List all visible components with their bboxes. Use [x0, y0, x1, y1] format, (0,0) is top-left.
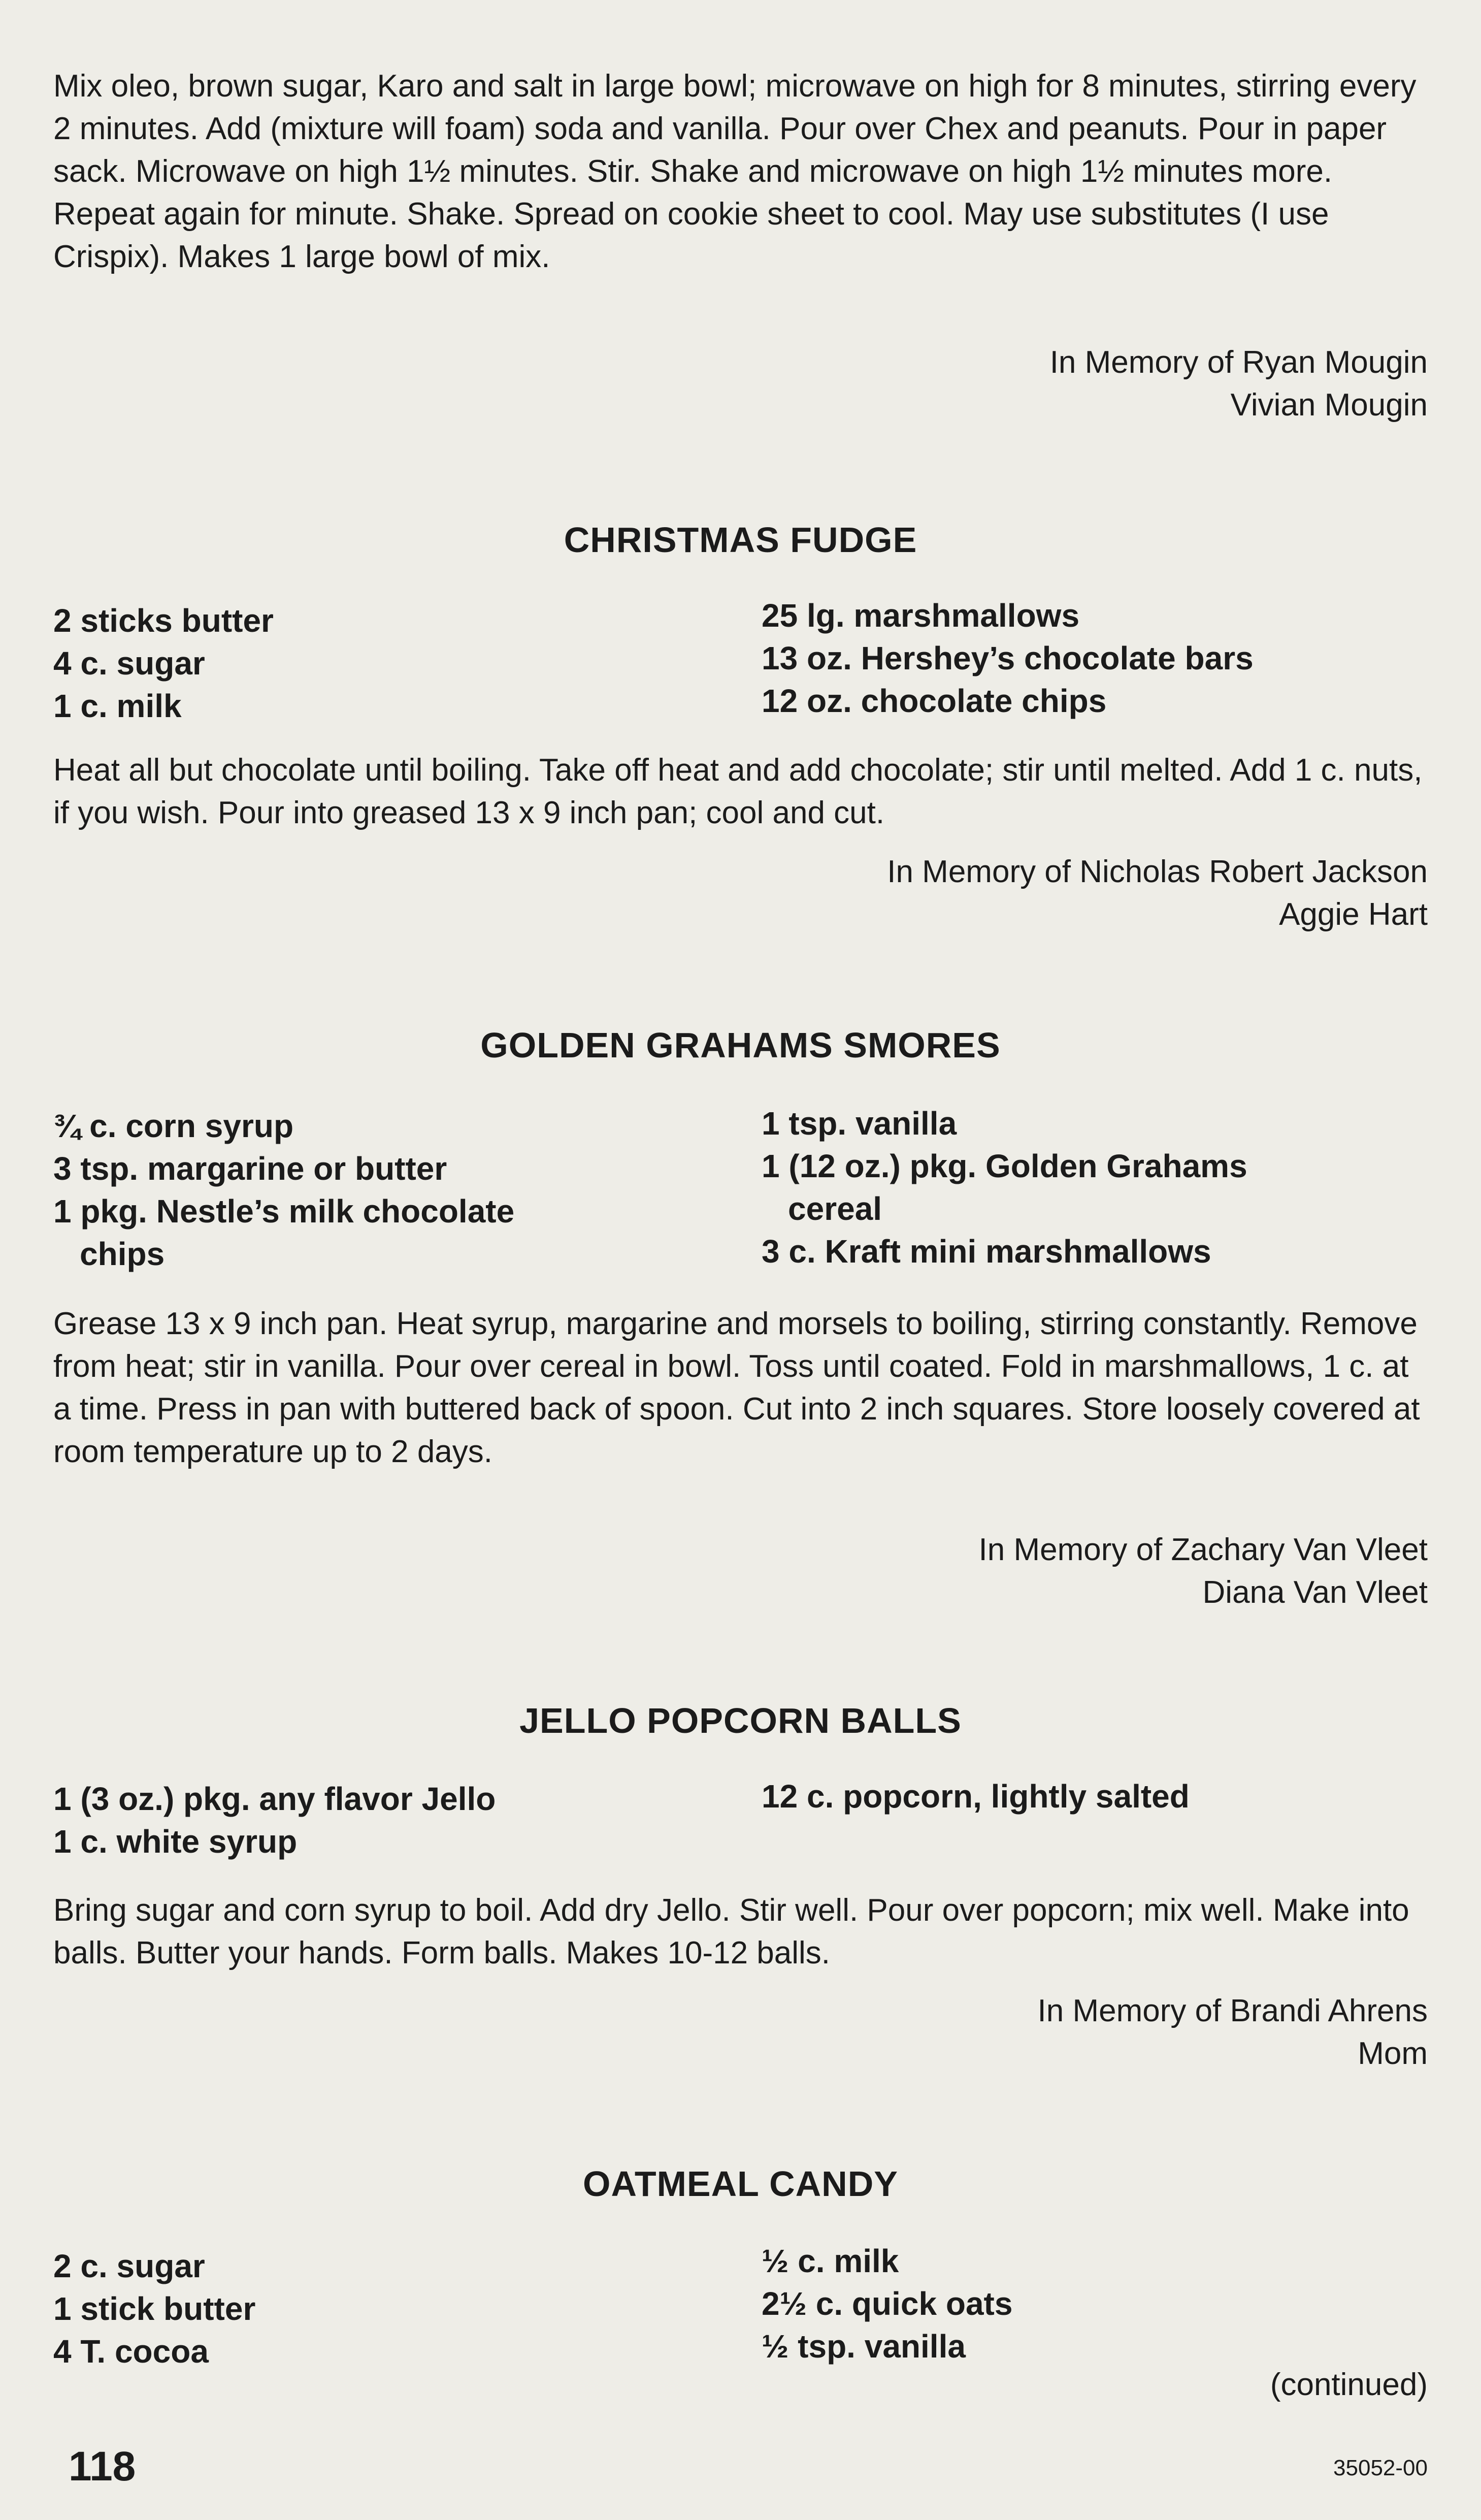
ingredient: 25 lg. marshmallows [762, 597, 1080, 634]
oatmeal-candy-title: OATMEAL CANDY [583, 2164, 898, 2204]
golden-grahams-memory: In Memory of Zachary Van Vleet [978, 1532, 1428, 1567]
ingredient-continued: chips [80, 1236, 165, 1272]
ingredient: 3 c. Kraft mini marshmallows [762, 1233, 1211, 1270]
christmas-fudge-title: CHRISTMAS FUDGE [564, 520, 917, 560]
golden-grahams-ingredients-left [53, 1105, 713, 1275]
ingredient: 1 pkg. Nestle’s milk chocolate [53, 1193, 515, 1230]
ingredient: 2½ c. quick oats [762, 2285, 1013, 2322]
oatmeal-candy-ingredients-right [762, 2240, 1447, 2368]
ingredient: 1 tsp. vanilla [762, 1105, 957, 1142]
golden-grahams-author: Diana Van Vleet [1202, 1575, 1428, 1610]
jello-balls-memory: In Memory of Brandi Ahrens [1037, 1993, 1428, 2028]
oatmeal-candy-ingredients-left [53, 2245, 713, 2373]
christmas-fudge-ingredients-left [53, 599, 713, 727]
golden-grahams-ingredients-right [762, 1102, 1447, 1273]
christmas-fudge-author: Aggie Hart [1279, 897, 1428, 932]
golden-grahams-directions: Grease 13 x 9 inch pan. Heat syrup, margarine and morsels to boiling, stirring constantly. Remove from heat; stir in vanilla. Pour over cereal in bowl. Toss until coated. Fold in marshmallows, 1 c. at a time. Press in pan with buttered back of spoon. Cut into 2 inch squares. Store loosely covered at room temperature up to 2 days. [53, 1306, 1420, 1469]
jello-balls-directions: Bring sugar and corn syrup to boil. Add dry Jello. Stir well. Pour over popcorn; mix well. Make into balls. Butter your hands. Form balls. Makes 10-12 balls. [53, 1893, 1409, 1970]
print-code: 35052-00 [1333, 2456, 1428, 2480]
intro-memory: In Memory of Ryan Mougin [1049, 345, 1428, 380]
ingredient: 13 oz. Hershey’s chocolate bars [762, 640, 1254, 676]
ingredient: 12 oz. chocolate chips [762, 683, 1107, 719]
christmas-fudge-directions: Heat all but chocolate until boiling. Take off heat and add chocolate; stir until melted. Add 1 c. nuts, if you wish. Pour into greased 13 x 9 inch pan; cool and cut. [53, 753, 1423, 830]
golden-grahams-attribution [979, 1529, 1428, 1614]
ingredient: ¾ c. corn syrup [53, 1108, 294, 1144]
jello-balls-author: Mom [1358, 2036, 1428, 2071]
ingredient: 1 (3 oz.) pkg. any flavor Jello [53, 1781, 496, 1817]
christmas-fudge-memory: In Memory of Nicholas Robert Jackson [887, 854, 1428, 889]
ingredient: ½ c. milk [762, 2243, 899, 2279]
ingredient: ½ tsp. vanilla [762, 2328, 966, 2365]
ingredient: 3 tsp. margarine or butter [53, 1150, 447, 1187]
ingredient: 1 stick butter [53, 2290, 256, 2327]
ingredient: 2 sticks butter [53, 602, 274, 639]
ingredient: 4 c. sugar [53, 645, 205, 682]
christmas-fudge-ingredients-right [762, 594, 1447, 722]
ingredient: 1 (12 oz.) pkg. Golden Grahams [762, 1148, 1247, 1184]
christmas-fudge-attribution [887, 851, 1428, 936]
page-number: 118 [69, 2443, 136, 2490]
ingredient: 1 c. white syrup [53, 1823, 298, 1860]
ingredient: 1 c. milk [53, 688, 182, 724]
intro-author: Vivian Mougin [1230, 387, 1428, 423]
ingredient-continued: cereal [788, 1190, 882, 1227]
ingredient: 4 T. cocoa [53, 2333, 209, 2370]
jello-balls-ingredients-left [53, 1778, 713, 1863]
ingredient: 2 c. sugar [53, 2248, 205, 2284]
golden-grahams-title: GOLDEN GRAHAMS SMORES [480, 1025, 1001, 1065]
intro-attribution [1050, 341, 1428, 427]
jello-balls-title: JELLO POPCORN BALLS [519, 1701, 962, 1740]
ingredient: 12 c. popcorn, lightly salted [762, 1778, 1190, 1815]
intro-directions: Mix oleo, brown sugar, Karo and salt in large bowl; microwave on high for 8 minutes, stirring every 2 minutes. Add (mixture will foam) soda and vanilla. Pour over Chex and peanuts. Pour in paper sack. Microwave on high 1½ minutes. Stir. Shake and microwave on high 1½ minutes more. Repeat again for minute. Shake. Spread on cookie sheet to cool. May use substitutes (I use Crispix). Makes 1 large bowl of mix. [53, 69, 1417, 274]
jello-balls-ingredients-right [762, 1775, 1447, 1818]
continued-note: (continued) [1270, 2367, 1428, 2402]
jello-balls-attribution [1038, 1990, 1428, 2075]
